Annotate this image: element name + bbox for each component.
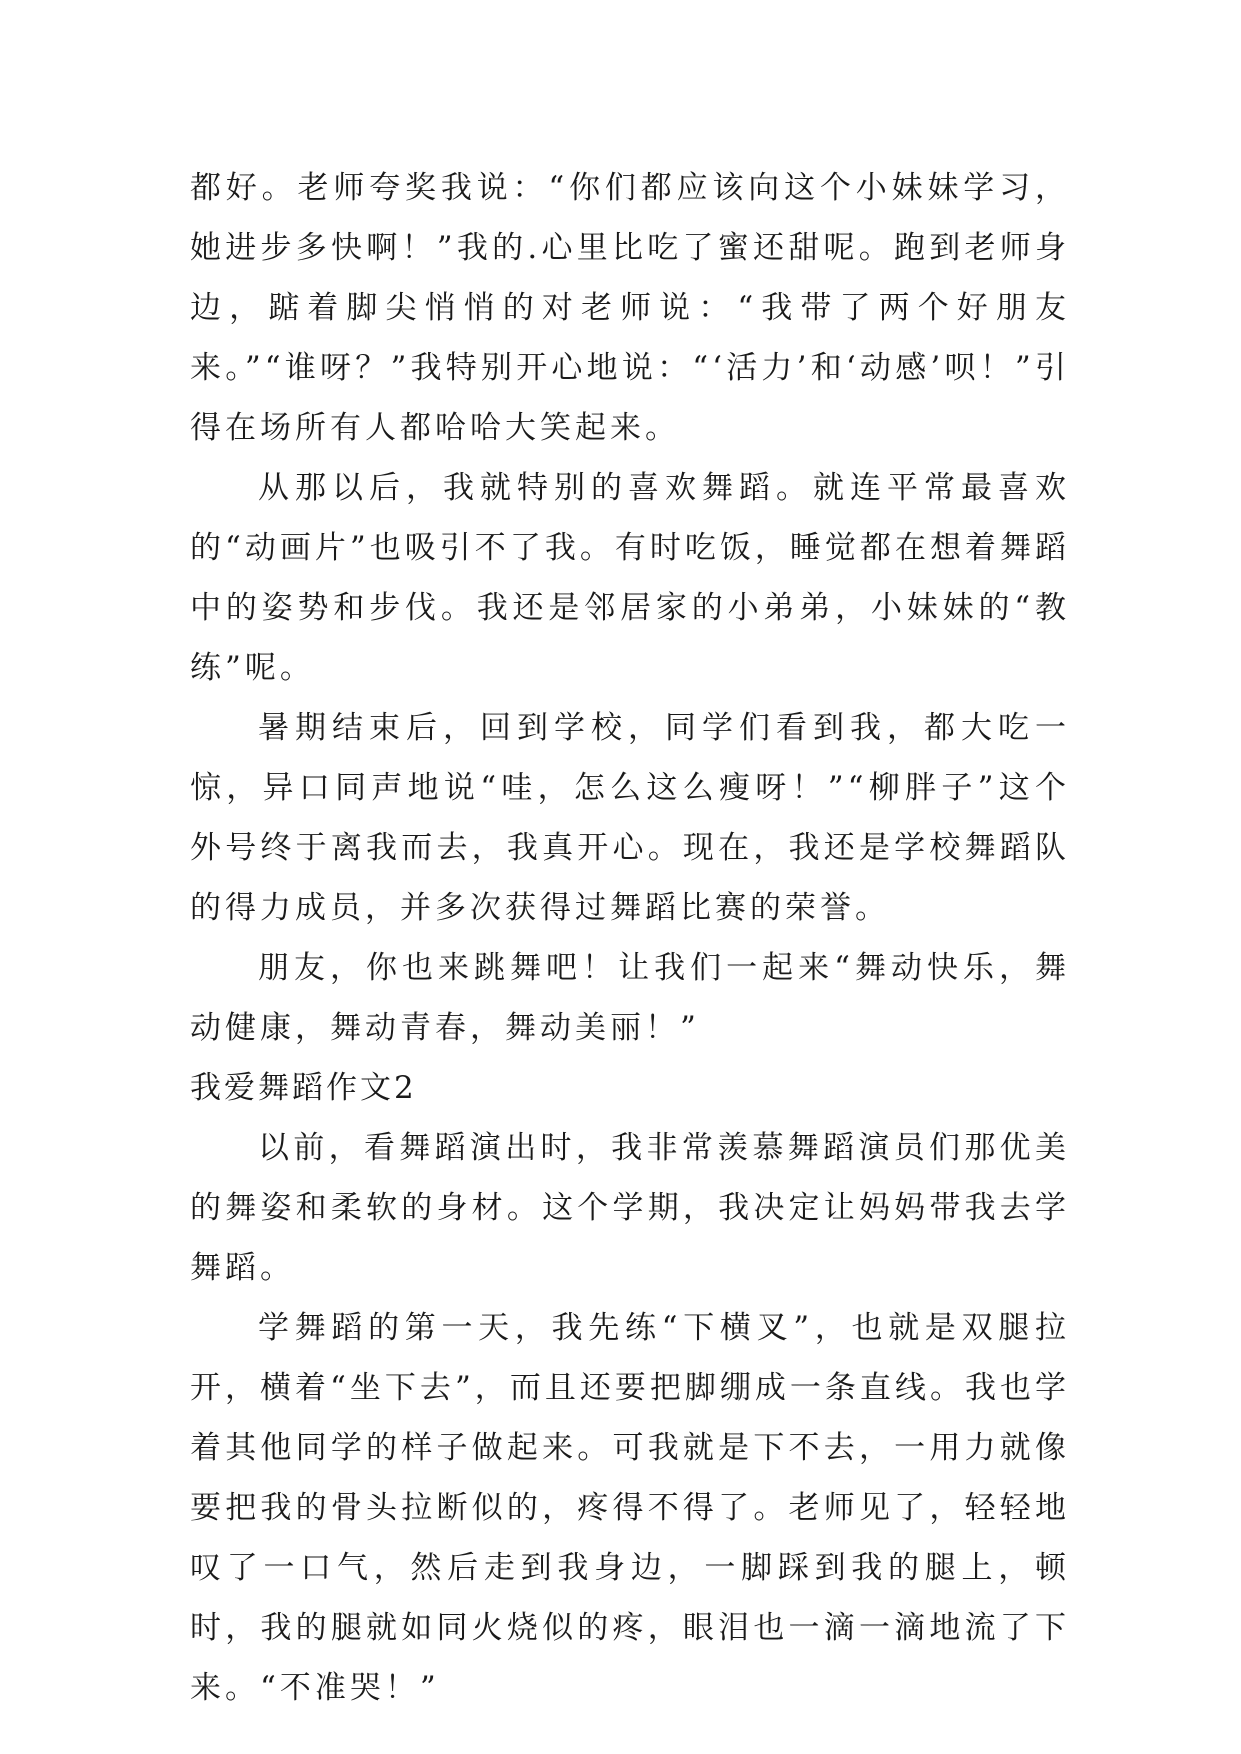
paragraph-1: 都好。老师夸奖我说：“你们都应该向这个小妹妹学习，她进步多快啊！”我的.心里比吃了蜜还甜呢。跑到老师身边，踮着脚尖悄悄的对老师说：“我带了两个好朋友来。”“谁呀？”我特别开心地说：“‘活力’和‘动感’呗！”引得在场所有人都哈哈大笑起来。 — [190, 170, 1070, 446]
paragraph-4: 朋友，你也来跳舞吧！让我们一起来“舞动快乐，舞动健康，舞动青春，舞动美丽！” — [190, 950, 1070, 1046]
paragraph-2: 从那以后，我就特别的喜欢舞蹈。就连平常最喜欢的“动画片”也吸引不了我。有时吃饭，睡觉都在想着舞蹈中的姿势和步伐。我还是邻居家的小弟弟，小妹妹的“教练”呢。 — [190, 470, 1070, 686]
essay-heading: 我爱舞蹈作文2 — [190, 1070, 417, 1106]
paragraph-3: 暑期结束后，回到学校，同学们看到我，都大吃一惊，异口同声地说“哇，怎么这么瘦呀！”“柳胖子”这个外号终于离我而去，我真开心。现在，我还是学校舞蹈队的得力成员，并多次获得过舞蹈比赛的荣誉。 — [190, 710, 1070, 926]
paragraph-5: 以前，看舞蹈演出时，我非常羡慕舞蹈演员们那优美的舞姿和柔软的身材。这个学期，我决定让妈妈带我去学舞蹈。 — [190, 1130, 1070, 1286]
body-text — [190, 158, 1070, 1718]
paragraph-6: 学舞蹈的第一天，我先练“下横叉”，也就是双腿拉开，横着“坐下去”，而且还要把脚绷成一条直线。我也学着其他同学的样子做起来。可我就是下不去，一用力就像要把我的骨头拉断似的，疼得不得了。老师见了，轻轻地叹了一口气，然后走到我身边，一脚踩到我的腿上，顿时，我的腿就如同火烧似的疼，眼泪也一滴一滴地流了下来。“不准哭！” — [190, 1310, 1070, 1706]
